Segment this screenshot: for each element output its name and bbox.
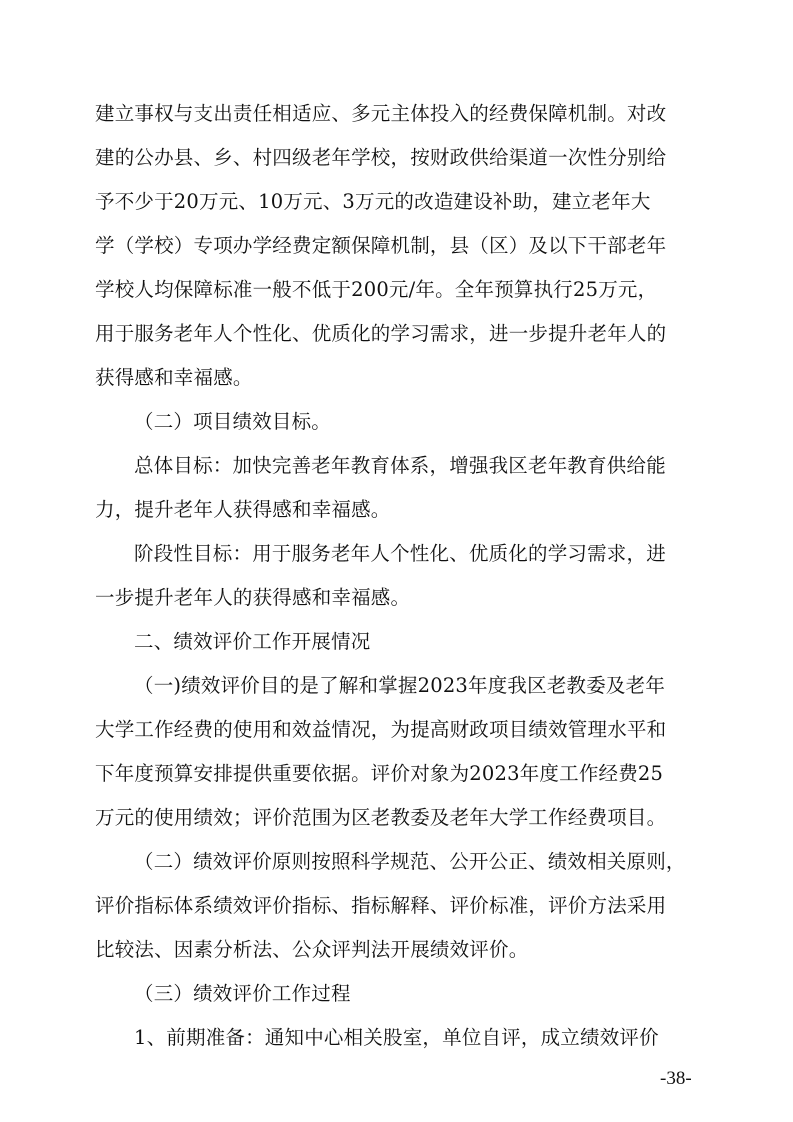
- paragraph-line-7: 获得感和幸福感。: [95, 366, 253, 389]
- paragraph-line-6: 用于服务老年人个性化、优质化的学习需求，进一步提升老年人的: [95, 322, 667, 345]
- section-heading-evaluation-work: 二、绩效评价工作开展情况: [134, 630, 371, 653]
- evaluation-purpose-line-1: （一)绩效评价目的是了解和掌握2023年度我区老教委及老年: [134, 674, 666, 697]
- paragraph-line-2: 建的公办县、乡、村四级老年学校，按财政供给渠道一次性分别给: [95, 146, 667, 169]
- paragraph-line-4: 学（学校）专项办学经费定额保障机制，县（区）及以下干部老年: [95, 234, 667, 257]
- stage-goal-line-2: 一步提升老年人的获得感和幸福感。: [95, 586, 411, 609]
- evaluation-principle-line-2: 评价指标体系绩效评价指标、指标解释、评价标准，评价方法采用: [95, 894, 667, 917]
- paragraph-line-5: 学校人均保障标准一般不低于200元/年。全年预算执行25万元，: [95, 278, 658, 301]
- preparation-line: 1、前期准备：通知中心相关股室，单位自评，成立绩效评价: [134, 1026, 659, 1049]
- paragraph-line-3: 予不少于20万元、10万元、3万元的改造建设补助，建立老年大: [95, 190, 651, 213]
- overall-goal-line-2: 力，提升老年人获得感和幸福感。: [95, 498, 391, 521]
- evaluation-principle-line-1: （二）绩效评价原则按照科学规范、公开公正、绩效相关原则，: [134, 850, 686, 873]
- paragraph-line-1: 建立事权与支出责任相适应、多元主体投入的经费保障机制。对改: [95, 102, 667, 125]
- evaluation-principle-line-3: 比较法、因素分析法、公众评判法开展绩效评价。: [95, 938, 529, 961]
- section-heading-performance-goals: （二）项目绩效目标。: [134, 410, 332, 433]
- evaluation-purpose-line-3: 下年度预算安排提供重要依据。评价对象为2023年度工作经费25: [95, 762, 664, 785]
- evaluation-purpose-line-2: 大学工作经费的使用和效益情况，为提高财政项目绩效管理水平和: [95, 718, 667, 741]
- evaluation-purpose-line-4: 万元的使用绩效；评价范围为区老教委及老年大学工作经费项目。: [95, 806, 667, 829]
- page-number: -38-: [660, 1068, 692, 1089]
- stage-goal-line-1: 阶段性目标：用于服务老年人个性化、优质化的学习需求，进: [134, 542, 666, 565]
- overall-goal-line-1: 总体目标：加快完善老年教育体系，增强我区老年教育供给能: [134, 454, 666, 477]
- section-heading-evaluation-process: （三）绩效评价工作过程: [134, 982, 351, 1005]
